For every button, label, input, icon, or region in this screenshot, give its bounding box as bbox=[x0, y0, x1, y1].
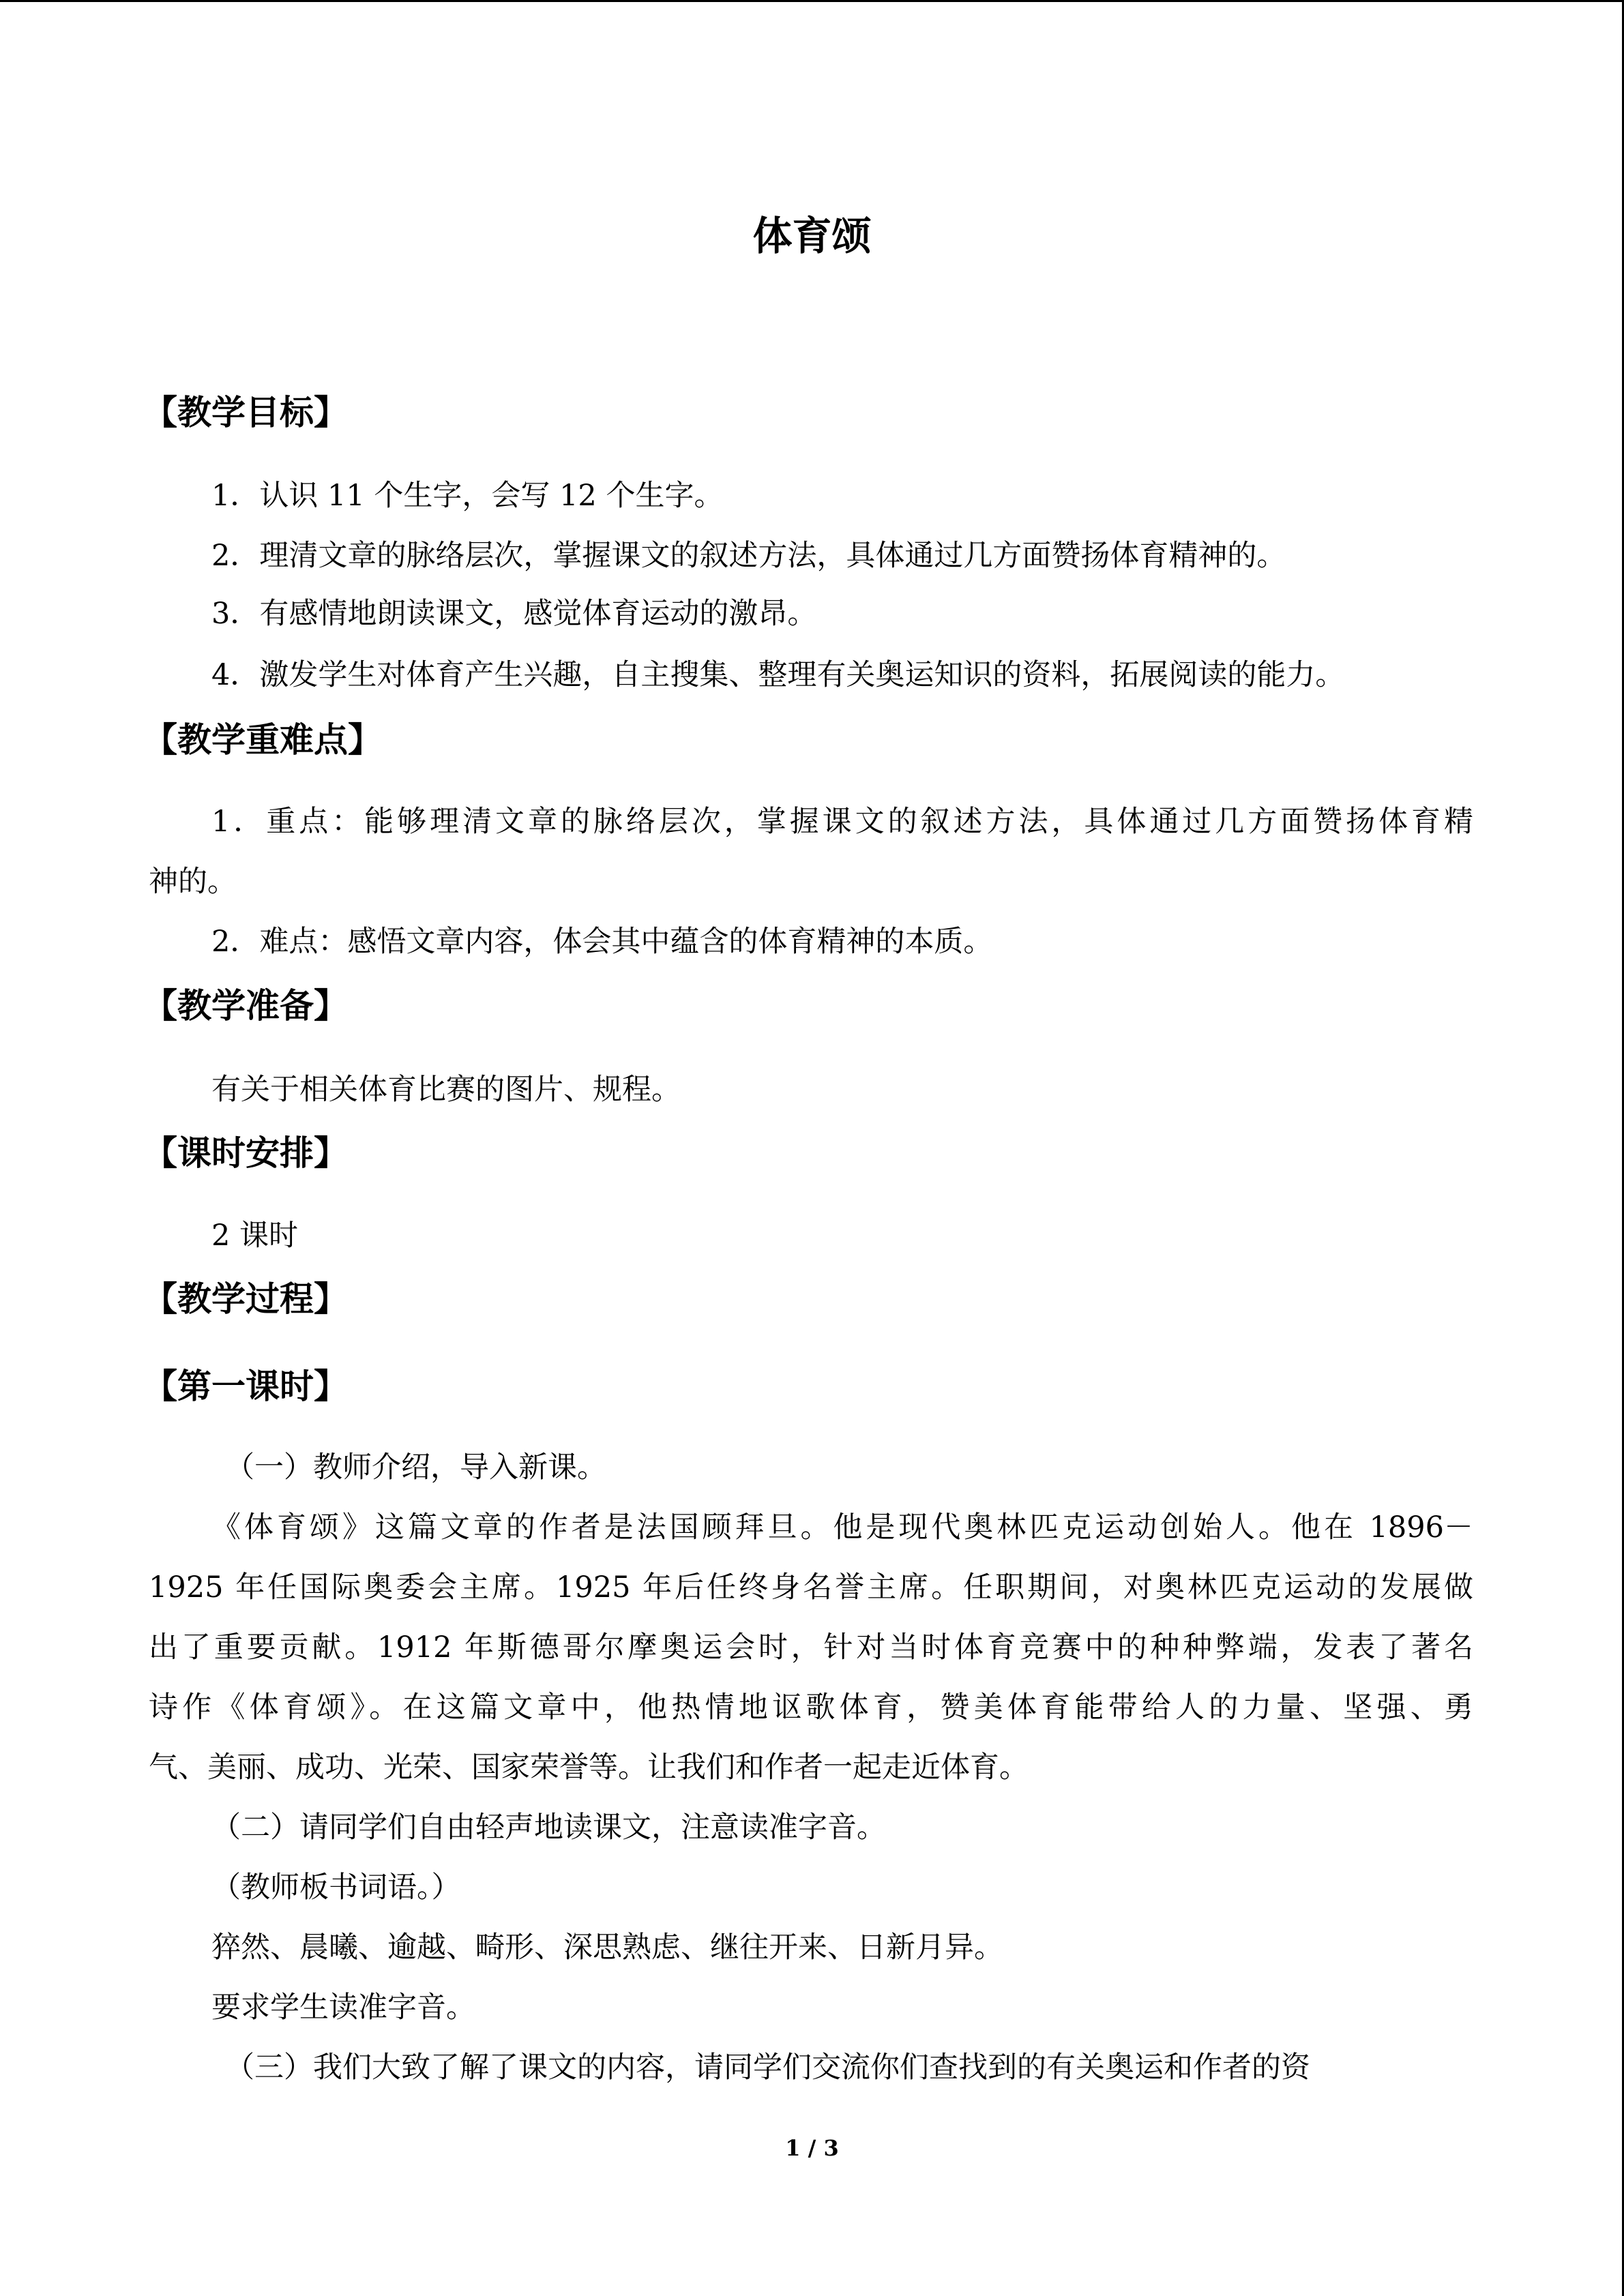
goal-item-4: 4．激发学生对体育产生兴趣，自主搜集、整理有关奥运知识的资料，拓展阅读的能力。 bbox=[211, 658, 1345, 692]
key-point-1-line-1: 1．重点：能够理清文章的脉络层次，掌握课文的叙述方法，具体通过几方面赞扬体育精 bbox=[211, 805, 1473, 839]
intro-line-5: 气、美丽、成功、光荣、国家荣誉等。让我们和作者一起走近体育。 bbox=[149, 1750, 1029, 1785]
heading-preparation: 【教学准备】 bbox=[143, 986, 348, 1026]
intro-line-2: 1925 年任国际奥委会主席。1925 年后任终身名誉主席。任职期间，对奥林匹克运动的发展做 bbox=[149, 1570, 1473, 1605]
lesson1-step-3: （三）我们大致了解了课文的内容，请同学们交流你们查找到的有关奥运和作者的资 bbox=[225, 2051, 1310, 2085]
heading-teaching-goals: 【教学目标】 bbox=[143, 393, 348, 432]
heading-lesson-1: 【第一课时】 bbox=[143, 1367, 348, 1406]
heading-schedule: 【课时安排】 bbox=[143, 1133, 348, 1173]
pronunciation-requirement: 要求学生读准字音。 bbox=[211, 1991, 475, 2025]
goal-item-3: 3．有感情地朗读课文，感觉体育运动的激昂。 bbox=[211, 597, 817, 631]
heading-key-points: 【教学重难点】 bbox=[143, 720, 382, 760]
goal-item-1: 1．认识 11 个生字，会写 12 个生字。 bbox=[211, 479, 724, 513]
vocabulary-words: 猝然、晨曦、逾越、畸形、深思熟虑、继往开来、日新月异。 bbox=[211, 1930, 1003, 1965]
heading-process: 【教学过程】 bbox=[143, 1279, 348, 1319]
preparation-text: 有关于相关体育比赛的图片、规程。 bbox=[211, 1073, 681, 1107]
document-title: 体育颂 bbox=[752, 213, 872, 259]
key-point-2: 2．难点：感悟文章内容，体会其中蕴含的体育精神的本质。 bbox=[211, 925, 993, 959]
intro-line-3: 出了重要贡献。1912 年斯德哥尔摩奥运会时，针对当时体育竞赛中的种种弊端，发表了著名 bbox=[149, 1630, 1473, 1665]
page-number: 1 / 3 bbox=[785, 2135, 839, 2161]
intro-line-1: 《体育颂》这篇文章的作者是法国顾拜旦。他是现代奥林匹克运动创始人。他在 1896－ bbox=[211, 1510, 1473, 1545]
board-note: （教师板书词语。） bbox=[211, 1870, 461, 1905]
lesson1-step-2: （二）请同学们自由轻声地读课文，注意读准字音。 bbox=[211, 1810, 886, 1845]
lesson1-step-1: （一）教师介绍，导入新课。 bbox=[225, 1450, 606, 1485]
intro-line-4: 诗作《体育颂》。在这篇文章中，他热情地讴歌体育，赞美体育能带给人的力量、坚强、勇 bbox=[149, 1690, 1473, 1725]
goal-item-2: 2．理清文章的脉络层次，掌握课文的叙述方法，具体通过几方面赞扬体育精神的。 bbox=[211, 539, 1286, 573]
key-point-1-line-2: 神的。 bbox=[149, 865, 237, 899]
schedule-text: 2 课时 bbox=[211, 1219, 299, 1253]
